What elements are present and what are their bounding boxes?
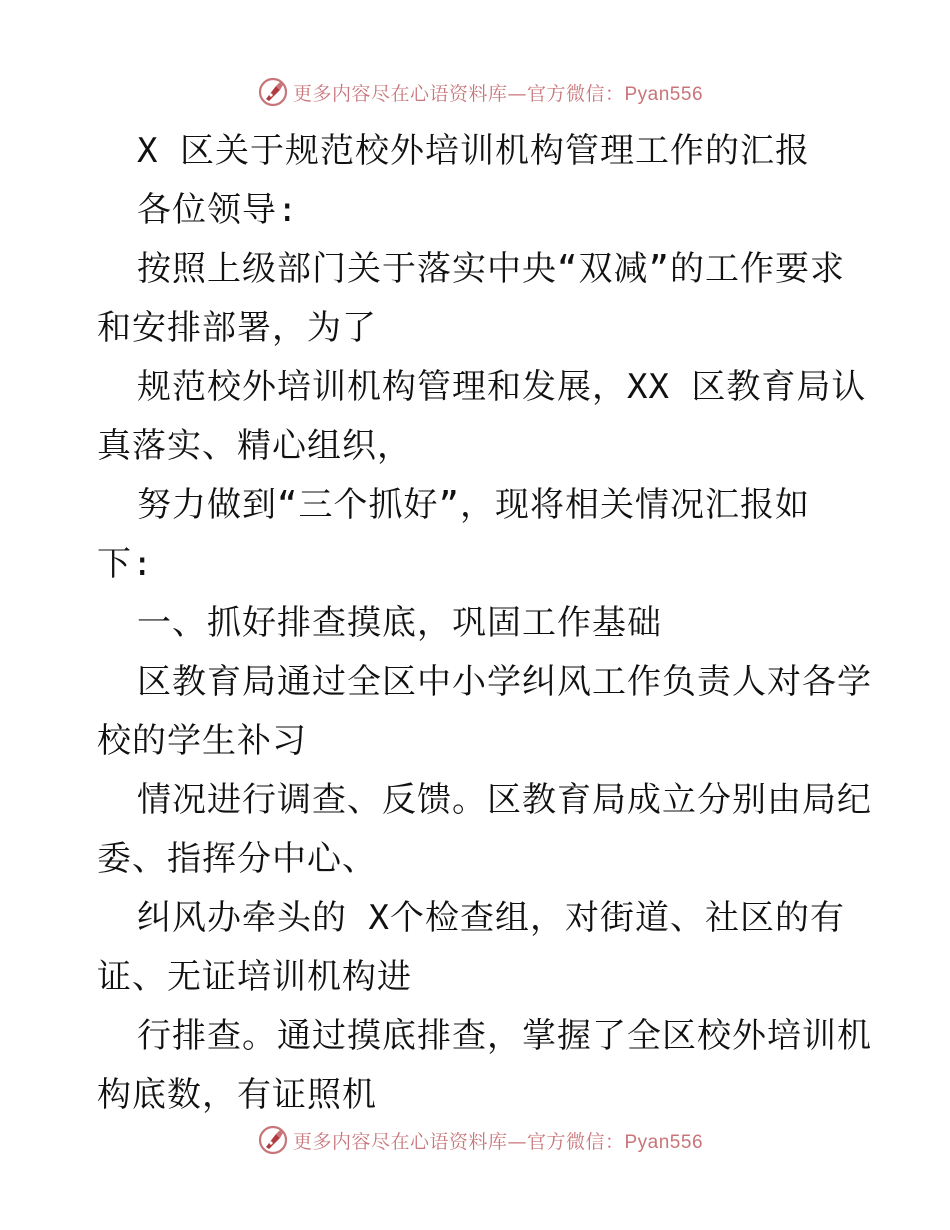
footer-watermark	[0, 1120, 950, 1160]
section-heading: 一、抓好排查摸底，巩固工作基础	[137, 603, 662, 643]
paragraph-line: 行排查。通过摸底排查，掌握了全区校外培训机	[137, 1016, 872, 1056]
pen-nib-logo-icon	[257, 1124, 289, 1156]
paragraph-line: 委、指挥分中心、	[97, 839, 377, 879]
paragraph-line: 纠风办牵头的 X个检查组，对街道、社区的有	[137, 898, 845, 938]
watermark-text	[293, 79, 703, 106]
pen-nib-logo-icon	[257, 76, 289, 108]
document-body	[97, 122, 872, 1125]
watermark-inner	[247, 1124, 703, 1156]
watermark-site-text: 更多内容尽在心语资料库—官方微信：	[292, 1130, 625, 1153]
watermark-inner	[247, 76, 703, 108]
watermark-handle: Pyan556	[624, 1131, 704, 1153]
header-watermark	[0, 72, 950, 112]
paragraph-line: 区教育局通过全区中小学纠风工作负责人对各学	[137, 662, 872, 702]
paragraph-line: 规范校外培训机构管理和发展，XX 区教育局认	[137, 367, 867, 407]
watermark-text	[293, 1127, 703, 1154]
salutation: 各位领导:	[137, 190, 299, 230]
paragraph-line: 构底数，有证照机	[97, 1075, 377, 1115]
paragraph-line: 下:	[97, 544, 154, 584]
watermark-site-text: 更多内容尽在心语资料库—官方微信：	[292, 82, 625, 105]
watermark-handle: Pyan556	[624, 83, 704, 105]
paragraph-line: 情况进行调查、反馈。区教育局成立分别由局纪	[137, 780, 872, 820]
paragraph-line: 努力做到“三个抓好”，现将相关情况汇报如	[137, 485, 810, 525]
document-title: X 区关于规范校外培训机构管理工作的汇报	[137, 131, 810, 171]
paragraph-line: 按照上级部门关于落实中央“双减”的工作要求	[137, 249, 845, 289]
paragraph-line: 证、无证培训机构进	[97, 957, 412, 997]
paragraph-line: 和安排部署，为了	[97, 308, 377, 348]
paragraph-line: 校的学生补习	[97, 721, 307, 761]
paragraph-line: 真落实、精心组织，	[97, 426, 412, 466]
